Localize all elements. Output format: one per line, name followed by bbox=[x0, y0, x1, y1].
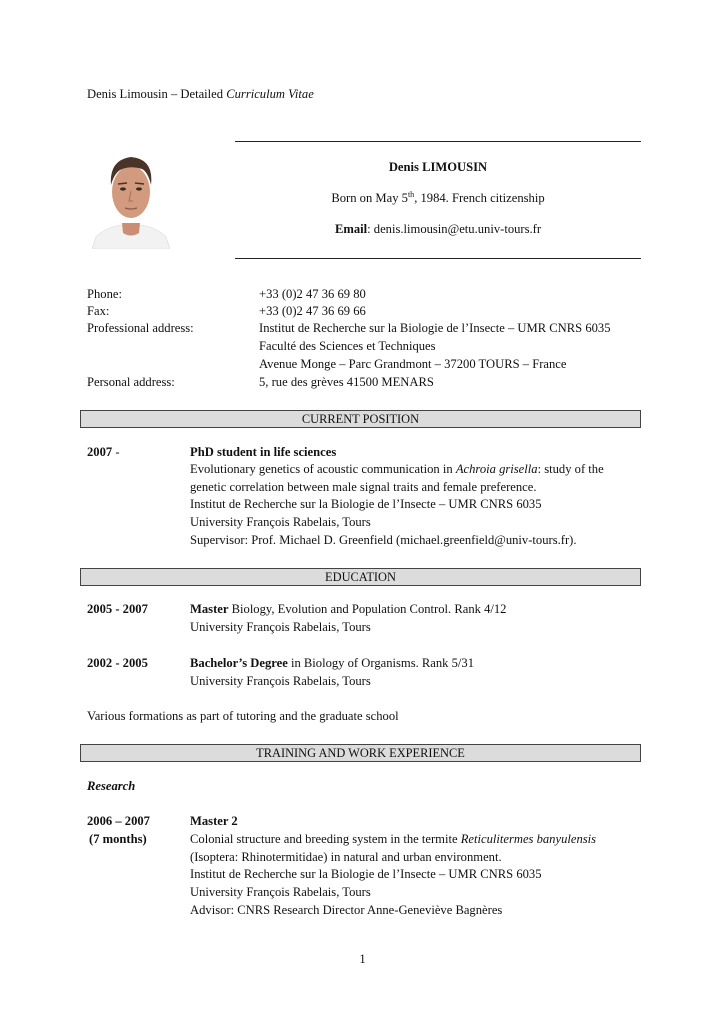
fax-value: +33 (0)2 47 36 69 66 bbox=[259, 304, 366, 318]
current-date: 2007 - bbox=[87, 445, 120, 459]
professional-address-line: Avenue Monge – Parc Grandmont – 37200 TOURS – France bbox=[259, 357, 567, 371]
current-description: Evolutionary genetics of acoustic communication in Achroia grisella: study of the bbox=[190, 462, 604, 476]
person-name: Denis LIMOUSIN bbox=[388, 160, 488, 174]
personal-address-label: Personal address: bbox=[87, 375, 175, 389]
professional-address-line: Faculté des Sciences et Techniques bbox=[259, 339, 436, 353]
document-title-italic: Curriculum Vitae bbox=[226, 87, 314, 101]
current-description: genetic correlation between male signal traits and female preference. bbox=[190, 480, 537, 494]
species-name: Reticulitermes banyulensis bbox=[460, 832, 597, 846]
education-date: 2005 - 2007 bbox=[87, 602, 148, 616]
document-title: Denis Limousin – Detailed Curriculum Vitae bbox=[87, 87, 314, 101]
email-label: Email bbox=[334, 222, 368, 236]
training-title: Master 2 bbox=[190, 814, 238, 828]
email-line bbox=[235, 222, 641, 237]
education-degree: Bachelor’s Degree in Biology of Organisms. Rank 5/31 bbox=[190, 656, 475, 670]
training-description: Colonial structure and breeding system in the termite Reticulitermes banyulensis bbox=[190, 832, 597, 846]
subheading-research: Research bbox=[87, 779, 136, 793]
current-institute: Institut de Recherche sur la Biologie de l’Insecte – UMR CNRS 6035 bbox=[190, 497, 542, 511]
header-bottom-rule bbox=[235, 258, 641, 259]
email-value: : denis.limousin@etu.univ-tours.fr bbox=[367, 222, 542, 236]
section-current-position: CURRENT POSITION bbox=[80, 410, 641, 428]
personal-address-value: 5, rue des grèves 41500 MENARS bbox=[259, 375, 434, 389]
professional-address-label: Professional address: bbox=[87, 321, 194, 335]
training-university: University François Rabelais, Tours bbox=[190, 885, 371, 899]
page-number: 1 bbox=[359, 952, 366, 966]
education-note: Various formations as part of tutoring and the graduate school bbox=[87, 709, 399, 723]
phone-label: Phone: bbox=[87, 287, 122, 301]
education-date: 2002 - 2005 bbox=[87, 656, 148, 670]
current-supervisor: Supervisor: Prof. Michael D. Greenfield (michael.greenfield@univ-tours.fr). bbox=[190, 533, 577, 547]
training-institute: Institut de Recherche sur la Biologie de l’Insecte – UMR CNRS 6035 bbox=[190, 867, 542, 881]
training-date: 2006 – 2007 bbox=[87, 814, 150, 828]
profile-photo bbox=[92, 145, 170, 249]
species-name: Achroia grisella bbox=[455, 462, 538, 476]
training-duration: (7 months) bbox=[89, 832, 147, 846]
section-education: EDUCATION bbox=[80, 568, 641, 586]
professional-address-line: Institut de Recherche sur la Biologie de l’Insecte – UMR CNRS 6035 bbox=[259, 321, 611, 335]
fax-label: Fax: bbox=[87, 304, 110, 318]
education-university: University François Rabelais, Tours bbox=[190, 620, 371, 634]
training-advisor: Advisor: CNRS Research Director Anne-Geneviève Bagnères bbox=[190, 903, 503, 917]
education-university: University François Rabelais, Tours bbox=[190, 674, 371, 688]
current-title: PhD student in life sciences bbox=[190, 445, 337, 459]
phone-value: +33 (0)2 47 36 69 80 bbox=[259, 287, 366, 301]
section-training: TRAINING AND WORK EXPERIENCE bbox=[80, 744, 641, 762]
current-university: University François Rabelais, Tours bbox=[190, 515, 371, 529]
header-top-rule bbox=[235, 141, 641, 142]
birth-info: Born on May 5th, 1984. French citizenship bbox=[331, 189, 545, 205]
training-description: (Isoptera: Rhinotermitidae) in natural and urban environment. bbox=[190, 850, 502, 864]
education-degree: Master Biology, Evolution and Population Control. Rank 4/12 bbox=[190, 602, 507, 616]
